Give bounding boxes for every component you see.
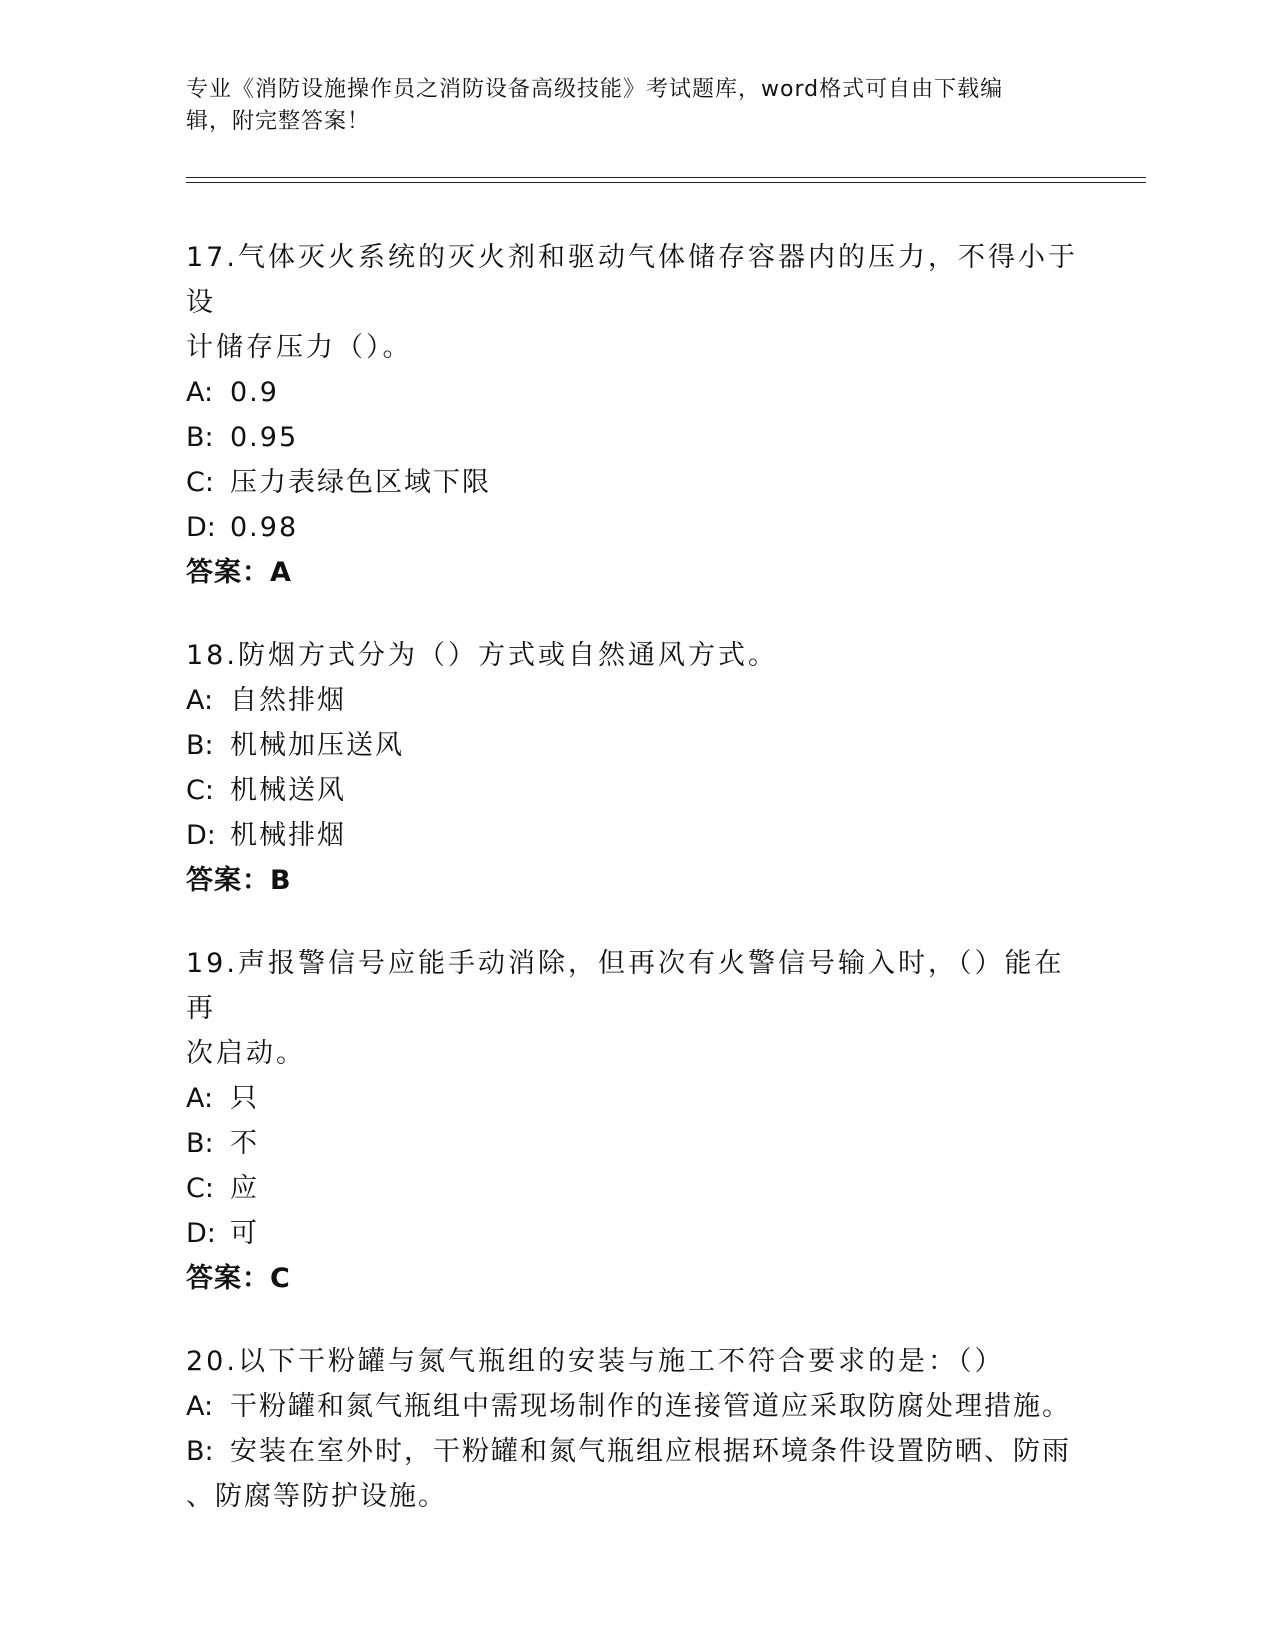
option-c: C: 应 [186, 1173, 259, 1204]
header-divider-top [186, 177, 1146, 178]
question-text: 18.防烟方式分为（）方式或自然通风方式。 [186, 640, 778, 671]
option-c: C: 机械送风 [186, 775, 346, 806]
option-b: B: 安装在室外时，干粉罐和氮气瓶组应根据环境条件设置防晒、防雨 [186, 1436, 1071, 1467]
answer-label: 答案：A [186, 557, 292, 588]
option-b: B: 不 [186, 1128, 259, 1159]
question-text: 19.声报警信号应能手动消除，但再次有火警信号输入时，（）能在再 次启动。 [186, 948, 1065, 1069]
question-text: 17.气体灭火系统的灭火剂和驱动气体储存容器内的压力，不得小于设 计储存压力（）。 [186, 242, 1078, 363]
option-a: A: 只 [186, 1083, 259, 1114]
option-b: B: 机械加压送风 [186, 730, 404, 761]
answer-label: 答案：C [186, 1263, 291, 1294]
document-header [186, 74, 1086, 138]
option-b: B: 0.95 [186, 422, 299, 453]
option-d: D: 可 [186, 1218, 259, 1249]
question-18 [186, 633, 1086, 903]
option-d: D: 机械排烟 [186, 820, 346, 851]
header-divider-bottom [186, 182, 1146, 183]
option-b-continued: 、防腐等防护设施。 [186, 1481, 447, 1512]
option-c: C: 压力表绿色区域下限 [186, 467, 491, 498]
option-a: A: 0.9 [186, 377, 279, 408]
question-17 [186, 235, 1086, 595]
question-20 [186, 1339, 1086, 1519]
header-line-1: 专业《消防设施操作员之消防设备高级技能》考试题库，word格式可自由下载编 [186, 77, 1004, 102]
option-a: A: 自然排烟 [186, 685, 346, 716]
option-a: A: 干粉罐和氮气瓶组中需现场制作的连接管道应采取防腐处理措施。 [186, 1391, 1071, 1422]
answer-label: 答案：B [186, 865, 292, 896]
question-19 [186, 941, 1086, 1301]
question-list [186, 235, 1086, 1557]
question-text: 20.以下干粉罐与氮气瓶组的安装与施工不符合要求的是：（） [186, 1346, 1005, 1377]
option-d: D: 0.98 [186, 512, 299, 543]
header-line-2: 辑，附完整答案！ [186, 109, 371, 134]
